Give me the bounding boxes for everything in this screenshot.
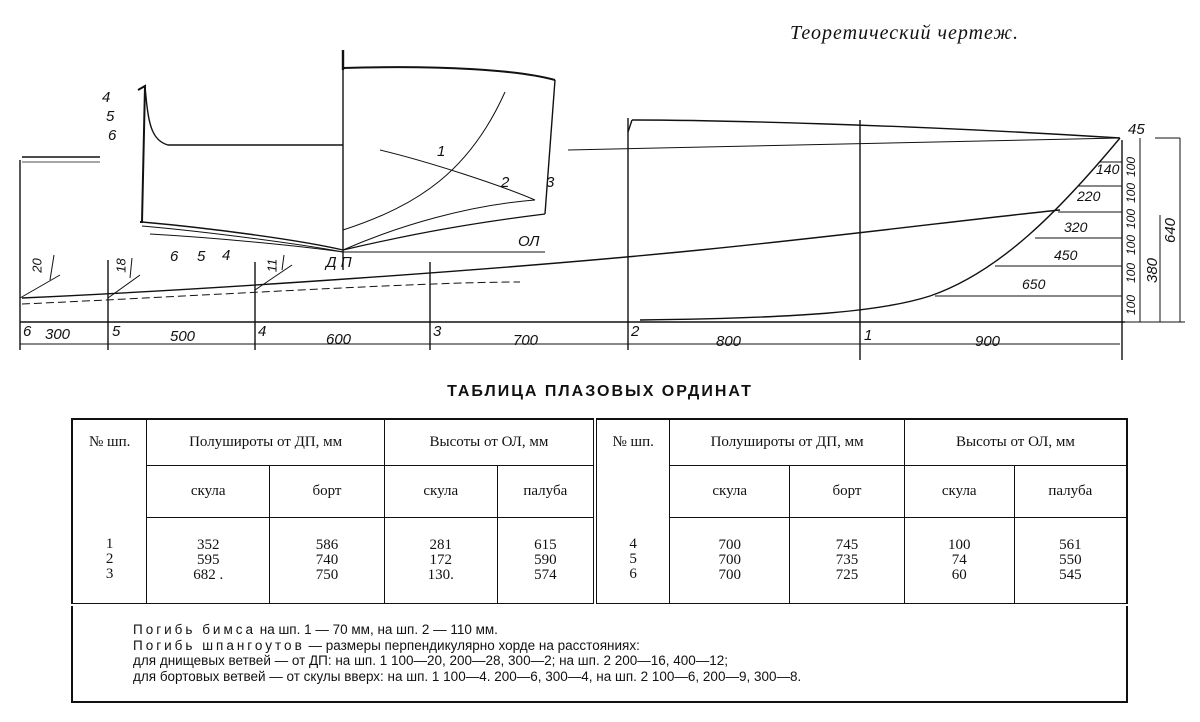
notes-block: [71, 606, 1128, 703]
table-cell: 281 172 130.: [384, 517, 497, 603]
body-plan-label: 3: [546, 174, 555, 191]
bow-offset-label: 650: [1022, 276, 1046, 292]
table-cell: 100 74 60: [904, 517, 1014, 603]
bow-offset-label: 140: [1096, 161, 1120, 177]
station-label: 4: [258, 323, 267, 340]
station-dist: 500: [170, 328, 196, 345]
note-text: на шп. 1 — 70 мм, на шп. 2 — 110 мм.: [256, 622, 498, 637]
chine-height-label: 380: [1144, 257, 1162, 284]
ol-label: ОЛ: [518, 233, 540, 250]
note-line: [133, 622, 1126, 638]
height-group-header: Высоты от ОЛ, мм: [904, 419, 1127, 465]
note-line: для днищевых ветвей — от ДП: на шп. 1 100—20, 200—28, 300—2; на шп. 2 200—16, 400—12;: [133, 653, 729, 668]
table-cell: 352 595 682 .: [147, 517, 270, 603]
body-plan-label: 4: [102, 89, 111, 106]
station-dist: 300: [45, 326, 71, 343]
height-group-header: Высоты от ОЛ, мм: [384, 419, 595, 465]
drawing-title: Теоретический чертеж.: [790, 22, 1020, 44]
col-header: борт: [270, 465, 385, 517]
note-lead: Погибь шпангоутов: [133, 637, 305, 653]
aft-rise-label: 18: [113, 258, 129, 273]
height-mark: 100: [1124, 156, 1139, 178]
col-header: скула: [384, 465, 497, 517]
height-mark: 100: [1124, 182, 1139, 204]
body-plan-label: 1: [437, 143, 446, 160]
body-plan-label: 5: [106, 108, 115, 125]
note-lead: Погибь бимса: [133, 622, 257, 637]
table-cell: 586 740 750: [270, 517, 385, 603]
table-cell: 561 550 545: [1014, 517, 1127, 603]
station-dist: 600: [326, 331, 352, 348]
table-cell: 1 2 3: [105, 536, 114, 582]
height-mark: 100: [1124, 208, 1139, 230]
col-header: скула: [904, 465, 1014, 517]
bow-offset-label: 320: [1064, 219, 1088, 235]
station-dist: 900: [975, 333, 1001, 350]
body-plan-label: 5: [197, 248, 206, 265]
height-mark: 100: [1124, 234, 1139, 256]
note-line: [133, 638, 1126, 654]
station-dist: 700: [513, 332, 539, 349]
station-dist: 800: [716, 333, 742, 350]
height-mark: 100: [1124, 262, 1139, 284]
total-height-label: 640: [1162, 217, 1180, 244]
dp-label: Д П: [326, 254, 352, 271]
station-label: 2: [631, 323, 640, 340]
bow-station-label: 45: [1128, 121, 1145, 138]
station-label: 1: [864, 327, 873, 344]
col-header: скула: [670, 465, 790, 517]
station-num-header: № шп.: [595, 419, 670, 517]
aft-rise-label: 20: [29, 258, 45, 273]
table-title: ТАБЛИЦА ПЛАЗОВЫХ ОРДИНАТ: [447, 383, 753, 400]
body-plan-label: 6: [170, 248, 179, 265]
station-label: 6: [23, 323, 32, 340]
col-header: борт: [790, 465, 905, 517]
body-plan-label: 2: [501, 174, 510, 191]
station-num-header: № шп.: [88, 434, 131, 450]
table-cell: 615 590 574: [497, 517, 595, 603]
col-header: палуба: [1014, 465, 1127, 517]
table-cell: 745 735 725: [790, 517, 905, 603]
height-mark: 100: [1124, 294, 1139, 316]
aft-rise-label: 11: [264, 258, 280, 273]
body-plan-label: 6: [108, 127, 117, 144]
col-header: палуба: [497, 465, 595, 517]
table-cell: 700 700 700: [670, 517, 790, 603]
bow-offset-label: 220: [1077, 188, 1101, 204]
table-row: [72, 517, 1127, 603]
body-plan-label: 4: [222, 247, 231, 264]
halfwidth-group-header: Полушироты от ДП, мм: [147, 419, 385, 465]
col-header: скула: [147, 465, 270, 517]
station-label: 5: [112, 323, 121, 340]
note-line: для бортовых ветвей — от скулы вверх: на шп. 1 100—4. 200—6, 300—4, на шп. 2 100—6, 200—9, 300—8.: [133, 668, 802, 684]
offsets-table: [71, 418, 1128, 604]
station-label: 3: [433, 323, 442, 340]
table-cell: 4 5 6: [595, 517, 670, 603]
note-text: — размеры перпендикулярно хорде на расстояниях:: [304, 637, 640, 653]
bow-offset-label: 450: [1054, 247, 1078, 263]
halfwidth-group-header: Полушироты от ДП, мм: [670, 419, 905, 465]
